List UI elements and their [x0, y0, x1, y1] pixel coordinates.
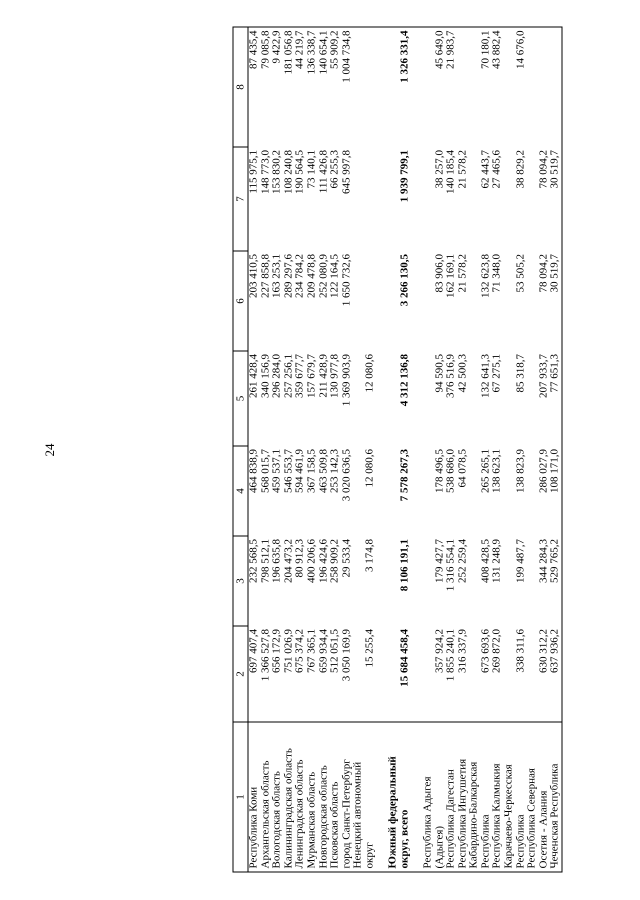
cell-col-2: 659 934,4 [317, 629, 330, 673]
cell-col-3: 344 284,3 [537, 539, 550, 583]
column-header-2: 2 [233, 626, 248, 722]
cell-col-5: 130 977,8 [328, 354, 341, 398]
cell-col-3: 204 473,2 [282, 539, 295, 583]
table-row [330, 27, 342, 872]
row-label: Калининградская область [283, 722, 295, 872]
cell-col-4: 463 509,8 [317, 449, 330, 493]
cell-col-8 [353, 27, 365, 147]
row-label: Карачаево-Черкесская [504, 722, 516, 872]
table-row [376, 27, 388, 872]
cell-col-3 [388, 536, 400, 626]
row-label: Республика Ингушетия [457, 722, 469, 872]
cell-col-3: 258 909,2 [328, 539, 341, 583]
cell-col-7: 115 975,1 [247, 150, 260, 194]
cell-col-8 [411, 27, 423, 147]
cell-col-3: 8 106 191,1 [398, 539, 411, 592]
cell-col-7: 30 519,7 [550, 147, 562, 251]
cell-col-4: 459 537,1 [270, 449, 283, 493]
cell-col-3: 131 248,9 [490, 539, 503, 583]
cell-col-3: 179 427,7 [433, 539, 445, 583]
cell-col-4 [504, 446, 516, 536]
cell-col-6 [364, 251, 376, 351]
table-row [341, 27, 353, 872]
cell-col-6: 162 169,1 [444, 254, 457, 298]
cell-col-7 [353, 147, 365, 251]
cell-col-4: 178 496,5 [433, 449, 445, 493]
cell-col-2: 357 924,2 [433, 629, 445, 673]
row-label: Республика Коми [248, 722, 260, 872]
column-header-5: 5 [233, 351, 248, 446]
cell-col-4: 594 461,9 [293, 449, 306, 493]
cell-col-5: 132 641,3 [479, 354, 492, 398]
column-header-8: 8 [233, 27, 248, 147]
table-row [492, 27, 504, 872]
row-label: Ленинградская область [295, 722, 307, 872]
cell-col-5: 257 256,1 [282, 354, 295, 398]
row-label: город Санкт-Петербург [341, 722, 353, 872]
row-label: Республика Адыгея [422, 722, 434, 872]
cell-col-2: 338 311,6 [514, 629, 527, 673]
cell-col-7: 21 578,2 [456, 150, 469, 189]
cell-col-8 [388, 27, 400, 147]
cell-col-3: 408 428,5 [479, 539, 492, 583]
cell-col-6: 71 348,0 [490, 254, 503, 293]
cell-col-3: 29 533,4 [340, 539, 353, 578]
row-label: Республика Северная [527, 722, 539, 872]
cell-col-7: 38 257,0 [433, 150, 445, 189]
cell-col-3 [504, 536, 516, 626]
table-row [411, 27, 423, 872]
cell-col-8: 21 983,7 [446, 27, 458, 147]
cell-col-8: 45 649,0 [434, 27, 446, 147]
cell-col-2 [388, 626, 400, 722]
cell-col-8 [376, 27, 388, 147]
row-label: округ [364, 722, 376, 872]
cell-col-7: 38 829,2 [514, 150, 527, 189]
cell-col-3: 80 912,3 [293, 539, 306, 578]
cell-col-4 [411, 446, 423, 536]
cell-col-4: 538 686,0 [444, 449, 457, 493]
cell-col-8: 87 435,4 [248, 27, 260, 147]
column-header-4: 4 [233, 446, 248, 536]
cell-col-4: 367 158,5 [305, 449, 318, 493]
row-label: Кабардино-Балкарская [469, 722, 481, 872]
table-row [399, 27, 411, 872]
cell-col-7 [364, 147, 376, 251]
cell-col-2 [376, 626, 388, 722]
cell-col-3: 3 174,8 [363, 539, 376, 572]
cell-col-5: 12 080,6 [363, 354, 376, 393]
cell-col-3: 232 568,5 [247, 539, 260, 583]
cell-col-8: 136 338,7 [306, 27, 318, 147]
cell-col-6: 252 080,9 [317, 254, 330, 298]
cell-col-6: 289 297,6 [282, 254, 295, 298]
row-label: округ, всего [399, 722, 411, 872]
cell-col-5: 376 516,9 [444, 354, 457, 398]
cell-col-6: 163 253,1 [270, 254, 283, 298]
cell-col-2: 15 684 458,4 [398, 629, 411, 687]
cell-col-2 [411, 626, 423, 722]
cell-col-2: 316 337,9 [456, 629, 469, 673]
cell-col-5: 261 428,4 [247, 354, 260, 398]
cell-col-4: 253 142,3 [328, 449, 341, 493]
cell-col-6: 227 858,8 [259, 254, 272, 298]
row-label: Новгородская область [318, 722, 330, 872]
cell-col-6 [376, 251, 388, 351]
cell-col-5: 340 156,9 [259, 354, 272, 398]
column-header-6: 6 [233, 251, 248, 351]
cell-col-5 [411, 351, 423, 446]
cell-col-4 [422, 446, 434, 536]
cell-col-2: 697 407,4 [247, 629, 260, 673]
cell-col-6: 83 906,0 [433, 254, 445, 293]
cell-col-4: 546 553,7 [282, 449, 295, 493]
cell-col-4: 464 838,9 [247, 449, 260, 493]
cell-col-6: 21 578,2 [456, 254, 469, 293]
cell-col-4: 64 078,5 [456, 449, 469, 488]
cell-col-4: 568 015,7 [259, 449, 272, 493]
cell-col-8: 181 056,8 [283, 27, 295, 147]
table-row [248, 27, 260, 872]
cell-col-7: 111 426,8 [317, 150, 330, 194]
cell-col-3: 196 424,6 [317, 539, 330, 583]
cell-col-2: 512 051,5 [328, 629, 341, 673]
cell-col-8: 70 180,1 [480, 27, 492, 147]
cell-col-8 [538, 27, 550, 147]
cell-col-5: 211 428,9 [317, 354, 330, 398]
cell-col-8 [527, 27, 539, 147]
cell-col-7: 190 564,5 [293, 150, 306, 194]
cell-col-5: 94 590,5 [433, 354, 445, 393]
cell-col-8: 14 676,0 [515, 27, 527, 147]
cell-col-5: 296 284,0 [270, 354, 283, 398]
cell-col-7: 645 997,8 [340, 150, 353, 194]
cell-col-5 [376, 351, 388, 446]
cell-col-3: 400 206,6 [305, 539, 318, 583]
cell-col-5 [422, 351, 434, 446]
row-label: Ненецкий автономный [353, 722, 365, 872]
row-label: Архангельская область [260, 722, 272, 872]
row-label: Южный федеральный [388, 722, 400, 872]
cell-col-2 [422, 626, 434, 722]
cell-col-4: 108 171,0 [550, 446, 562, 536]
cell-col-6: 132 623,8 [479, 254, 492, 298]
table-body [248, 27, 562, 872]
cell-col-8 [364, 27, 376, 147]
cell-col-2: 673 693,6 [479, 629, 492, 673]
cell-col-7: 140 185,4 [444, 150, 457, 194]
cell-col-2 [504, 626, 516, 722]
cell-col-2: 656 172,9 [270, 629, 283, 673]
cell-col-6 [504, 251, 516, 351]
cell-col-5: 359 677,7 [293, 354, 306, 398]
cell-col-2: 1 855 240,1 [444, 629, 457, 682]
cell-col-7: 73 140,1 [305, 150, 318, 189]
cell-col-2: 675 374,2 [293, 629, 306, 673]
cell-col-4: 138 823,9 [514, 449, 527, 493]
cell-col-6 [353, 251, 365, 351]
cell-col-4: 12 080,6 [363, 449, 376, 488]
cell-col-3: 529 765,2 [550, 536, 562, 626]
cell-col-2: 630 312,2 [537, 629, 550, 673]
cell-col-6 [388, 251, 400, 351]
column-header-3: 3 [233, 536, 248, 626]
cell-col-8: 43 882,4 [492, 27, 504, 147]
cell-col-8: 140 654,1 [318, 27, 330, 147]
row-label: Республика Калмыкия [492, 722, 504, 872]
cell-col-2: 269 872,0 [490, 629, 503, 673]
cell-col-3 [376, 536, 388, 626]
cell-col-2: 15 255,4 [363, 629, 376, 668]
cell-col-8 [422, 27, 434, 147]
cell-col-8: 44 219,7 [295, 27, 307, 147]
cell-col-5: 157 679,7 [305, 354, 318, 398]
cell-col-3: 252 259,4 [456, 539, 469, 583]
cell-col-7: 66 255,3 [328, 150, 341, 189]
cell-col-3: 196 635,8 [270, 539, 283, 583]
cell-col-7: 148 773,0 [259, 150, 272, 194]
cell-col-8: 1 326 331,4 [399, 27, 411, 147]
cell-col-6: 203 410,5 [247, 254, 260, 298]
table-row [504, 27, 516, 872]
cell-col-6 [422, 251, 434, 351]
cell-col-6 [411, 251, 423, 351]
cell-col-3: 199 487,7 [514, 539, 527, 583]
column-header-1: 1 [233, 722, 248, 872]
row-label: Вологодская область [272, 722, 284, 872]
cell-col-5: 77 651,3 [550, 351, 562, 446]
cell-col-8 [504, 27, 516, 147]
cell-col-8: 79 085,8 [260, 27, 272, 147]
cell-col-3 [411, 536, 423, 626]
cell-col-5: 207 933,7 [537, 354, 550, 398]
cell-col-8: 55 909,2 [330, 27, 342, 147]
row-label: Псковская область [330, 722, 342, 872]
rotated-table-container [233, 28, 561, 873]
cell-col-3: 798 512,1 [259, 539, 272, 583]
table-row [422, 27, 434, 872]
row-label: Чеченская Республика [550, 722, 562, 872]
row-label: Осетия - Алания [538, 722, 550, 872]
row-label: Республика [480, 722, 492, 872]
table-row [364, 27, 376, 872]
table-row [446, 27, 458, 872]
cell-col-6: 78 094,2 [537, 254, 550, 293]
cell-col-5: 4 312 136,8 [398, 354, 411, 407]
cell-col-2: 3 050 169,9 [340, 629, 353, 682]
cell-col-4: 138 623,1 [490, 449, 503, 493]
cell-col-7 [376, 147, 388, 251]
cell-col-6: 1 650 732,6 [340, 254, 353, 307]
cell-col-7: 1 939 799,1 [398, 150, 411, 203]
cell-col-6: 53 505,2 [514, 254, 527, 293]
cell-col-5 [504, 351, 516, 446]
cell-col-3 [422, 536, 434, 626]
table-row [515, 27, 527, 872]
cell-col-4: 7 578 267,3 [398, 449, 411, 502]
cell-col-3: 1 316 554,1 [444, 539, 457, 592]
page-number: 24 [42, 443, 57, 457]
cell-col-8 [457, 27, 469, 147]
column-header-7: 7 [233, 147, 248, 251]
cell-col-7: 62 443,7 [479, 150, 492, 189]
table-row [306, 27, 318, 872]
cell-col-8 [550, 27, 562, 147]
cell-col-5: 67 275,1 [490, 354, 503, 393]
cell-col-4: 265 265,1 [479, 449, 492, 493]
table-header-row [233, 27, 248, 872]
cell-col-2: 637 936,2 [550, 626, 562, 722]
cell-col-4: 3 020 636,5 [340, 449, 353, 502]
cell-col-7: 153 830,2 [270, 150, 283, 194]
row-label: Мурманская область [306, 722, 318, 872]
cell-col-2: 1 366 527,8 [259, 629, 272, 682]
cell-col-8: 9 422,9 [272, 27, 284, 147]
statistics-table [233, 27, 563, 873]
cell-col-2: 767 365,1 [305, 629, 318, 673]
cell-col-5: 85 318,7 [514, 354, 527, 393]
table-row [388, 27, 400, 872]
cell-col-8: 1 004 734,8 [341, 27, 353, 147]
cell-col-6: 234 784,2 [293, 254, 306, 298]
cell-col-5: 1 369 903,9 [340, 354, 353, 407]
cell-col-7: 27 465,6 [490, 150, 503, 189]
cell-col-4 [376, 446, 388, 536]
cell-col-7 [411, 147, 423, 251]
row-label: Республика [515, 722, 527, 872]
table-row [457, 27, 469, 872]
cell-col-5 [388, 351, 400, 446]
cell-col-7: 108 240,8 [282, 150, 295, 194]
cell-col-6: 122 164,5 [328, 254, 341, 298]
cell-col-5: 42 500,3 [456, 354, 469, 393]
cell-col-7 [504, 147, 516, 251]
cell-col-2: 751 026,9 [282, 629, 295, 673]
row-label: (Адыгея) [434, 722, 446, 872]
cell-col-6: 3 266 130,5 [398, 254, 411, 307]
cell-col-7: 78 094,2 [537, 150, 550, 189]
cell-col-6: 30 519,7 [550, 251, 562, 351]
row-label: Республика Дагестан [446, 722, 458, 872]
cell-col-4: 286 027,9 [537, 449, 550, 493]
cell-col-4 [388, 446, 400, 536]
cell-col-7 [388, 147, 400, 251]
table-row [550, 27, 562, 872]
cell-col-6: 209 478,8 [305, 254, 318, 298]
cell-col-7 [422, 147, 434, 251]
